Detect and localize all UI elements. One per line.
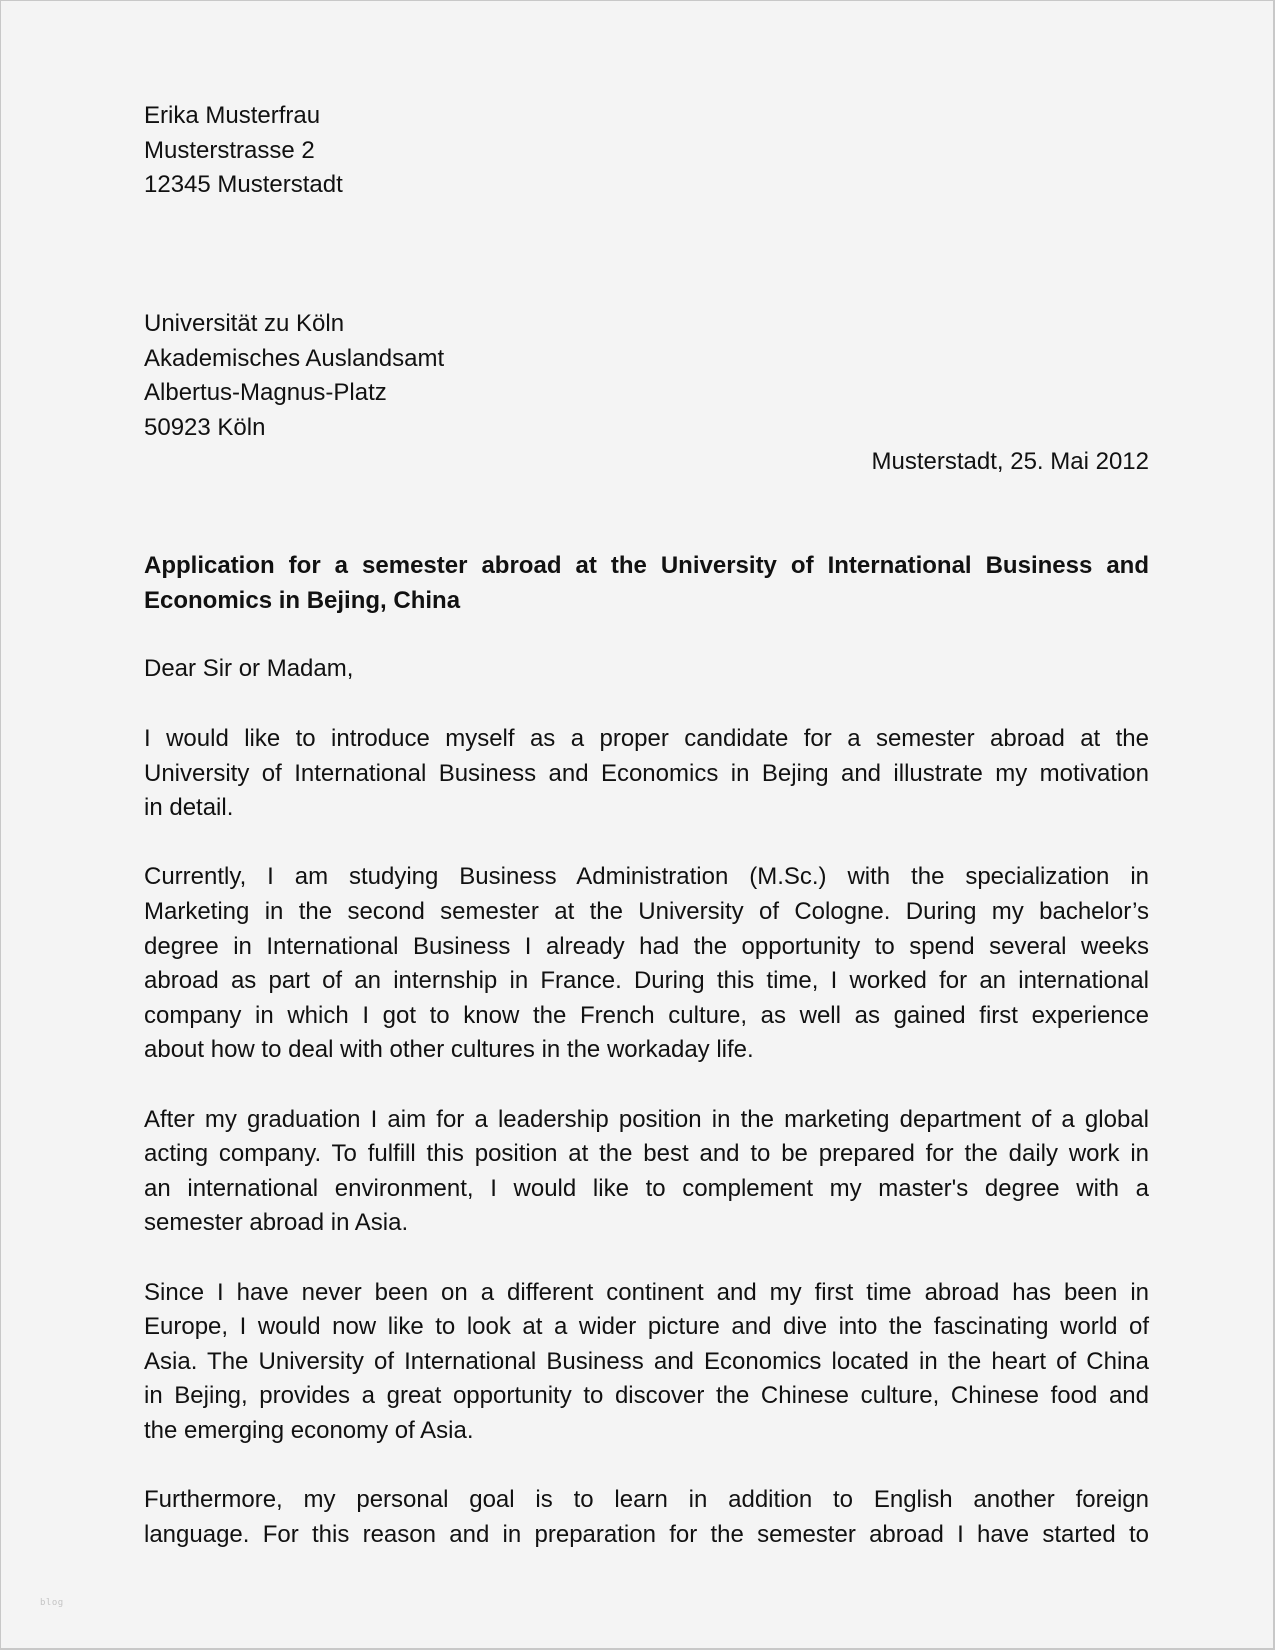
paragraph-line: the emerging economy of Asia. <box>144 1416 474 1444</box>
body-paragraph <box>144 1276 1149 1449</box>
sender-city: 12345 Musterstadt <box>144 171 343 199</box>
paragraph-line: language. For this reason and in preparation for the semester abroad I have started to <box>144 1520 1149 1548</box>
paragraph-line: Marketing in the second semester at the University of Cologne. During my bachelor’s <box>144 897 1149 925</box>
paragraph-line: abroad as part of an internship in France. During this time, I worked for an international <box>144 967 1149 995</box>
paragraph-line: Currently, I am studying Business Administration (M.Sc.) with the specialization in <box>144 863 1149 891</box>
letter-body <box>144 722 1149 1587</box>
letter-date: Musterstadt, 25. Mai 2012 <box>871 448 1149 475</box>
sender-name: Erika Musterfrau <box>144 102 321 129</box>
paragraph-line: University of International Business and Economics in Bejing and illustrate my motivation <box>144 759 1149 787</box>
body-paragraph <box>144 860 1149 1068</box>
body-paragraph <box>144 1483 1149 1552</box>
paragraph-line: Since I have never been on a different continent and my first time abroad has been in <box>144 1278 1149 1306</box>
paragraph-line: degree in International Business I already had the opportunity to spend several weeks <box>144 932 1149 960</box>
paragraph-line: in Bejing, provides a great opportunity to discover the Chinese culture, Chinese food and <box>144 1382 1149 1410</box>
recipient-line: Universität zu Köln <box>144 310 345 337</box>
paragraph-line: in detail. <box>144 794 234 822</box>
paragraph-line: semester abroad in Asia. <box>144 1209 409 1237</box>
paragraph-line: acting company. To fulfill this position at the best and to be prepared for the daily work in <box>144 1140 1149 1168</box>
sender-address <box>144 99 1149 203</box>
body-paragraph <box>144 1103 1149 1241</box>
paragraph-line: Europe, I would now like to look at a wider picture and dive into the fascinating world of <box>144 1313 1149 1341</box>
recipient-line: Akademisches Auslandsamt <box>144 344 445 372</box>
sender-street: Musterstrasse 2 <box>144 136 315 164</box>
paragraph-line: company in which I got to know the French culture, as well as gained first experience <box>144 1001 1149 1029</box>
paragraph-line: an international environment, I would like to complement my master's degree with a <box>144 1174 1149 1202</box>
watermark-text: blog <box>40 1598 64 1608</box>
paragraph-line: Asia. The University of International Business and Economics located in the heart of China <box>144 1347 1149 1375</box>
letter-subject <box>144 549 1149 618</box>
paragraph-line: Furthermore, my personal goal is to learn in addition to English another foreign <box>144 1486 1149 1514</box>
body-paragraph <box>144 722 1149 826</box>
paragraph-line: about how to deal with other cultures in the workaday life. <box>144 1036 754 1064</box>
subject-line: Application for a semester abroad at the University of International Business and <box>144 552 1149 579</box>
recipient-line: Albertus-Magnus-Platz <box>144 379 387 407</box>
salutation: Dear Sir or Madam, <box>144 655 354 682</box>
recipient-line: 50923 Köln <box>144 413 266 441</box>
paragraph-line: I would like to introduce myself as a proper candidate for a semester abroad at the <box>144 725 1149 752</box>
recipient-address <box>144 307 1149 445</box>
paragraph-line: After my graduation I aim for a leadership position in the marketing department of a global <box>144 1105 1149 1133</box>
subject-line: Economics in Bejing, China <box>144 586 461 614</box>
